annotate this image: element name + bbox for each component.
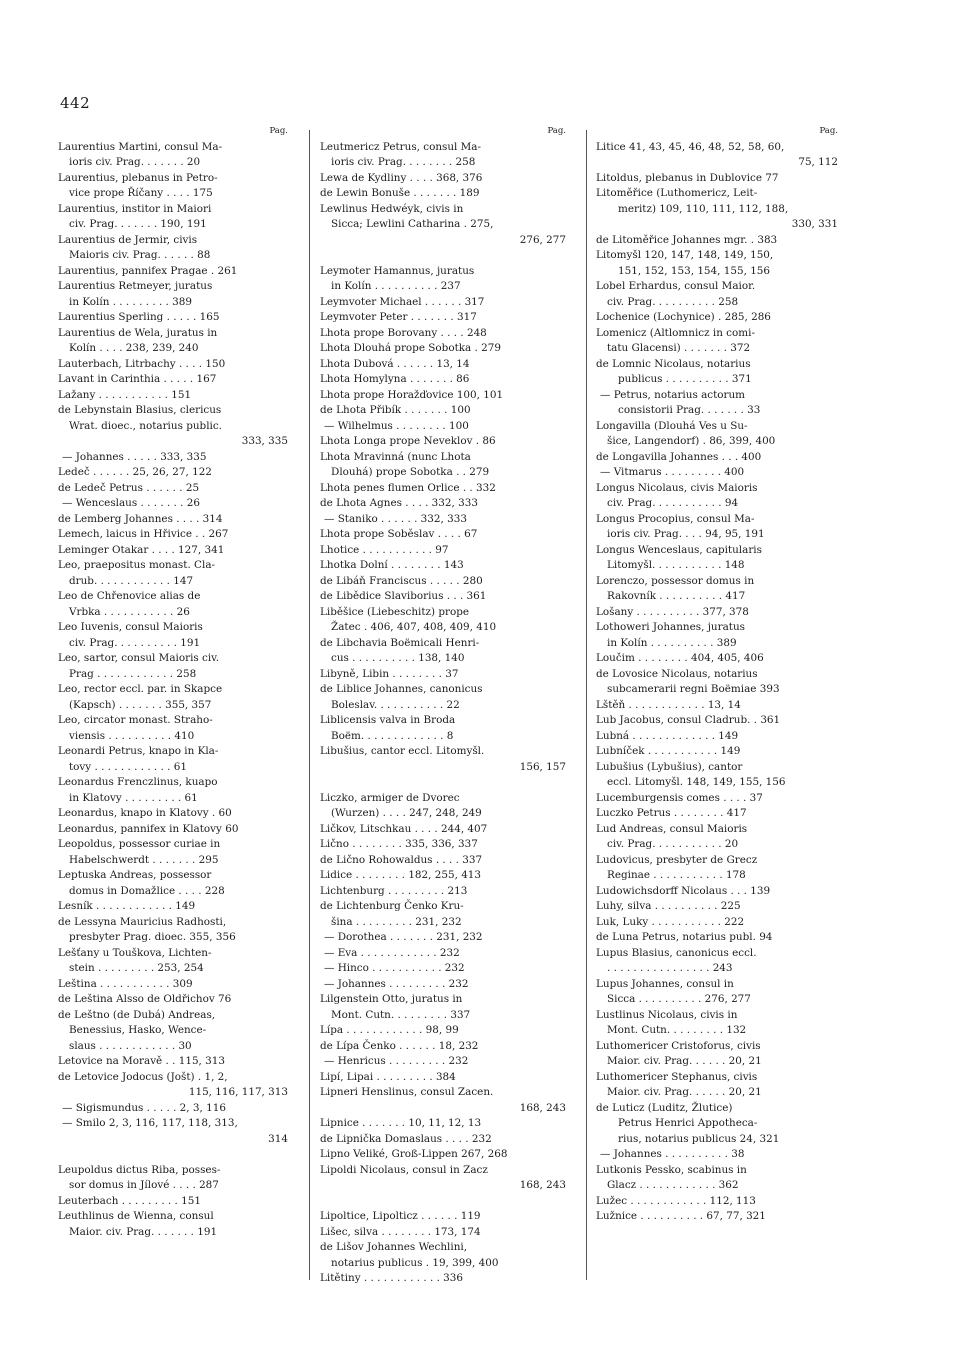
index-entry-line: Maioris civ. Prag. . . . . . 88 bbox=[69, 249, 211, 261]
index-entry-line: Lhota Homylyna . . . . . . . 86 bbox=[320, 373, 470, 385]
index-entry-line: de Lovosice Nicolaus, notarius bbox=[596, 667, 758, 680]
index-entry-line: — Wilhelmus . . . . . . . . 100 bbox=[324, 419, 469, 432]
index-entry-line: de Libědice Slaviborius . . . 361 bbox=[320, 590, 487, 602]
index-entry-line: Loučim . . . . . . . . 404, 405, 406 bbox=[596, 652, 764, 664]
index-entry-line: Litoměřice (Luthomericz, Leit- bbox=[596, 187, 758, 199]
index-entry-line: Letovice na Moravě . . 115, 313 bbox=[58, 1055, 225, 1067]
index-entry-line: Lipnice . . . . . . . 10, 11, 12, 13 bbox=[320, 1117, 482, 1129]
index-entry-line: Lud Andreas, consul Maioris bbox=[596, 822, 748, 835]
index-columns bbox=[58, 124, 840, 1284]
index-entry-line: Maior. civ. Prag. . . . . . 20, 21 bbox=[607, 1086, 762, 1098]
index-entry-line: Wrat. dioec., notarius public. bbox=[69, 419, 222, 432]
index-entry-line: ioris civ. Prag. . . . . . . 20 bbox=[69, 156, 201, 168]
index-entry-line: Leupoldus dictus Riba, posses- bbox=[58, 1163, 221, 1176]
index-entry-line: Lipí, Lipai . . . . . . . . . 384 bbox=[320, 1070, 456, 1083]
index-entry-line: — Wenceslaus . . . . . . . 26 bbox=[62, 497, 200, 509]
index-entry-line: Leminger Otakar . . . . 127, 341 bbox=[58, 543, 225, 556]
index-entry-line: Leonardus, knapo in Klatovy . 60 bbox=[58, 807, 232, 819]
index-entry-line: Lorenczo, possessor domus in bbox=[596, 574, 755, 587]
index-entry-line: — Petrus, notarius actorum bbox=[600, 388, 746, 401]
index-entry-line: Sicca . . . . . . . . . . 276, 277 bbox=[607, 993, 751, 1005]
index-entry-line: Liblicensis valva in Broda bbox=[320, 714, 456, 726]
index-entry-line: de Letovice Jodocus (Jošt) . 1, 2, bbox=[58, 1070, 228, 1083]
index-entry-line: 168, 243 bbox=[519, 1179, 566, 1191]
index-entry-line: de Lewin Bonuše . . . . . . . 189 bbox=[320, 187, 480, 199]
index-entry-line: Litomyšl 120, 147, 148, 149, 150, bbox=[596, 249, 774, 261]
index-entry-line: Litice 41, 43, 45, 46, 48, 52, 58, 60, bbox=[596, 140, 785, 153]
index-entry-line: Lhota Mravinná (nunc Lhota bbox=[320, 450, 471, 463]
index-entry-line: Lužec . . . . . . . . . . . . 112, 113 bbox=[596, 1194, 756, 1207]
index-entry-line: stein . . . . . . . . . 253, 254 bbox=[69, 962, 204, 974]
index-entry-line: Lhota prope Soběslav . . . . 67 bbox=[320, 528, 478, 540]
index-entry-line: Lustlinus Nicolaus, civis in bbox=[596, 1008, 738, 1021]
index-entry-line: Lubná . . . . . . . . . . . . . 149 bbox=[596, 729, 739, 742]
index-entry-line: Žatec . 406, 407, 408, 409, 410 bbox=[331, 621, 497, 633]
index-entry-line bbox=[320, 248, 568, 264]
index-entry-line: viensis . . . . . . . . . . 410 bbox=[69, 729, 195, 742]
index-entry-line: Laurentius Martini, consul Ma- bbox=[58, 140, 223, 153]
index-entry-line: civ. Prag. . . . . . . . . . . 20 bbox=[607, 838, 739, 850]
index-entry-line: civ. Prag. . . . . . . 190, 191 bbox=[69, 218, 207, 230]
index-entry-line: Lub Jacobus, consul Cladrub. . 361 bbox=[596, 714, 781, 726]
index-entry-line: de Luna Petrus, notarius publ. 94 bbox=[596, 931, 773, 943]
index-entry-line: Lichtenburg . . . . . . . . . 213 bbox=[320, 884, 468, 897]
index-entry-line: civ. Prag. . . . . . . . . . 258 bbox=[607, 295, 739, 308]
index-entry-line: Petrus Henrici Appotheca- bbox=[618, 1117, 758, 1129]
index-entry-line: tatu Glacensi) . . . . . . . 372 bbox=[607, 342, 751, 354]
index-entry-line: Leo, rector eccl. par. in Skapce bbox=[58, 683, 223, 695]
index-entry-line: Leo, circator monast. Straho- bbox=[58, 714, 213, 726]
index-entry-line: in Kolín . . . . . . . . . 389 bbox=[69, 295, 192, 308]
index-entry-line: (Wurzen) . . . . 247, 248, 249 bbox=[331, 807, 482, 819]
index-entry-line: Habelschwerdt . . . . . . . 295 bbox=[69, 853, 219, 866]
index-entry-line: Lhotka Dolní . . . . . . . . 143 bbox=[320, 559, 464, 571]
index-entry-line: Lužnice . . . . . . . . . . 67, 77, 321 bbox=[596, 1210, 766, 1222]
page-column-label: Pag. bbox=[269, 126, 288, 136]
index-entry-line bbox=[320, 1194, 568, 1210]
index-entry-line: 276, 277 bbox=[519, 233, 566, 246]
index-entry-line: drub. . . . . . . . . . . . 147 bbox=[69, 574, 194, 587]
index-entry-line: Leopoldus, possessor curiae in bbox=[58, 838, 221, 850]
index-entry-line: notarius publicus . 19, 399, 400 bbox=[331, 1256, 499, 1269]
index-entry-line: Lišec, silva . . . . . . . . 173, 174 bbox=[320, 1225, 481, 1238]
index-column-3 bbox=[596, 124, 840, 1284]
index-entry-line: Lešťany u Touškova, Lichten- bbox=[58, 946, 212, 959]
index-entry-line: de Lhota Agnes . . . . 332, 333 bbox=[320, 497, 478, 509]
index-entry-line: de Lišov Johannes Wechlini, bbox=[320, 1241, 468, 1253]
index-entry-line: in Kolín . . . . . . . . . . 389 bbox=[607, 636, 737, 649]
index-entry-line: šice, Langendorf) . 86, 399, 400 bbox=[607, 435, 776, 447]
index-entry-line: rius, notarius publicus 24, 321 bbox=[618, 1132, 780, 1145]
index-entry-line: Longus Nicolaus, civis Maioris bbox=[596, 481, 758, 494]
index-column-1 bbox=[58, 124, 290, 1284]
index-entry-line: de Leštno (de Dubá) Andreas, bbox=[58, 1008, 216, 1021]
index-entry-line: Leo Iuvenis, consul Maioris bbox=[58, 621, 203, 633]
index-entry-line: Leymoter Hamannus, juratus bbox=[320, 264, 475, 277]
index-entry-line: 156, 157 bbox=[519, 760, 566, 773]
index-entry-line: Laurentius Sperling . . . . . 165 bbox=[58, 311, 220, 323]
page-column-label: Pag. bbox=[819, 126, 838, 136]
index-entry-line: Dlouhá) prope Sobotka . . 279 bbox=[331, 466, 490, 478]
index-entry-line: Rakovník . . . . . . . . . . 417 bbox=[607, 590, 746, 602]
column-divider bbox=[586, 130, 587, 1280]
index-entry-line: Laurentius, institor in Maiori bbox=[58, 202, 212, 215]
index-entry-line: šina . . . . . . . . . 231, 232 bbox=[331, 915, 462, 928]
index-entry-line: Ludowichsdorff Nicolaus . . . 139 bbox=[596, 884, 771, 897]
index-entry-line: Leptuska Andreas, possessor bbox=[58, 869, 212, 881]
index-entry-line: Benessius, Hasko, Wence- bbox=[69, 1024, 207, 1036]
index-entry-line: Lothoweri Johannes, juratus bbox=[596, 621, 745, 633]
index-entry-line: de Lično Rohowaldus . . . . 337 bbox=[320, 853, 483, 866]
index-entry-line: Lhota prope Horažďovice 100, 101 bbox=[320, 388, 504, 401]
index-entry-line: Maior. civ. Prag. . . . . . 20, 21 bbox=[607, 1055, 762, 1067]
index-entry-line: civ. Prag. . . . . . . . . . 191 bbox=[69, 636, 201, 649]
index-entry-line: Luhy, silva . . . . . . . . . . 225 bbox=[596, 900, 741, 912]
index-entry-line: Boleslav. . . . . . . . . . . 22 bbox=[331, 698, 460, 711]
index-column-2 bbox=[320, 124, 568, 1284]
index-entry-line: Longus Wenceslaus, capitularis bbox=[596, 543, 762, 556]
index-entry-line: Lochenice (Lochynice) . 285, 286 bbox=[596, 311, 771, 323]
index-entry-line: — Hinco . . . . . . . . . . . 232 bbox=[324, 962, 465, 974]
index-entry-line: Leuthlinus de Wienna, consul bbox=[58, 1210, 214, 1222]
index-entry-line: Lhotice . . . . . . . . . . . 97 bbox=[320, 543, 449, 556]
index-entry-line: 115, 116, 117, 313 bbox=[188, 1086, 288, 1098]
index-entry-line: Ludovicus, presbyter de Grecz bbox=[596, 853, 758, 866]
index-entry-line: Lipoltice, Lipolticz . . . . . . 119 bbox=[320, 1210, 481, 1222]
index-entry-line: Lipoldi Nicolaus, consul in Zacz bbox=[320, 1163, 488, 1176]
index-entry-line: de Lichtenburg Čenko Kru- bbox=[320, 900, 464, 912]
index-entry-line: — Johannes . . . . . 333, 335 bbox=[62, 450, 207, 463]
index-entry-line: Lemech, laicus in Hřivice . . 267 bbox=[58, 528, 229, 540]
index-entry-line: Lilgenstein Otto, juratus in bbox=[320, 993, 463, 1005]
index-entry-line: Lípa . . . . . . . . . . . . 98, 99 bbox=[320, 1024, 459, 1036]
index-entry-line: vice prope Říčany . . . . 175 bbox=[69, 187, 213, 199]
index-entry-line: Lupus Blasius, canonicus eccl. bbox=[596, 946, 757, 959]
index-entry-line: Lhota Dlouhá prope Sobotka . 279 bbox=[320, 342, 501, 354]
index-entry-line: domus in Domažlice . . . . 228 bbox=[69, 884, 225, 897]
index-entry-line: Laurentius de Wela, juratus in bbox=[58, 326, 218, 339]
index-entry-line: — Smilo 2, 3, 116, 117, 118, 313, bbox=[62, 1117, 238, 1129]
index-entry-line: Leština . . . . . . . . . . . 309 bbox=[58, 977, 193, 990]
index-entry-line: Litoldus, plebanus in Dublovice 77 bbox=[596, 171, 779, 184]
index-entry-line: — Johannes . . . . . . . . . 232 bbox=[324, 977, 469, 990]
index-entry-line: presbyter Prag. dioec. 355, 356 bbox=[69, 931, 236, 943]
index-entry-line: Libušius, cantor eccl. Litomyšl. bbox=[320, 745, 485, 757]
index-entry-line: Glacz . . . . . . . . . . . . 362 bbox=[607, 1179, 739, 1191]
index-entry-line: de Longavilla Johannes . . . 400 bbox=[596, 450, 762, 463]
index-entry-line: Lucemburgensis comes . . . . 37 bbox=[596, 791, 763, 804]
index-entry-line: Lubníček . . . . . . . . . . . 149 bbox=[596, 745, 741, 757]
index-entry-line: Litětiny . . . . . . . . . . . . 336 bbox=[320, 1272, 464, 1284]
index-entry-line: Boëm. . . . . . . . . . . . . 8 bbox=[331, 729, 454, 742]
index-entry-line: Laurentius de Jermir, civis bbox=[58, 233, 198, 246]
index-entry-line: 75, 112 bbox=[798, 156, 838, 168]
index-entry-line: Leuterbach . . . . . . . . . 151 bbox=[58, 1194, 201, 1207]
index-entry-line: Lauterbach, Litrbachy . . . . 150 bbox=[58, 357, 226, 370]
index-entry-line: cus . . . . . . . . . . 138, 140 bbox=[331, 652, 465, 664]
index-entry-line: Lhota penes flumen Orlice . . 332 bbox=[320, 481, 496, 494]
index-entry-line: Lutkonis Pessko, scabinus in bbox=[596, 1163, 747, 1176]
index-entry-line: — Staniko . . . . . . 332, 333 bbox=[324, 512, 467, 525]
index-entry-line: Ledeč . . . . . . 25, 26, 27, 122 bbox=[58, 466, 212, 478]
index-entry-line: de Lomnic Nicolaus, notarius bbox=[596, 357, 751, 370]
index-entry-line: . . . . . . . . . . . . . . . . 243 bbox=[607, 962, 733, 974]
index-entry-line: — Henricus . . . . . . . . . 232 bbox=[324, 1055, 469, 1067]
index-entry-line: publicus . . . . . . . . . . 371 bbox=[618, 373, 752, 385]
index-entry-line: de Liblice Johannes, canonicus bbox=[320, 683, 483, 695]
index-entry-line: Liczko, armiger de Dvorec bbox=[320, 791, 460, 804]
index-entry-line: sor domus in Jílové . . . . 287 bbox=[69, 1179, 219, 1191]
index-entry-line: Laurentius Retmeyer, juratus bbox=[58, 280, 213, 292]
index-entry-line: subcamerarii regni Boëmiae 393 bbox=[607, 683, 780, 695]
index-entry-line: Lhota Longa prope Neveklov . 86 bbox=[320, 435, 496, 447]
index-entry-line: Lidice . . . . . . . . 182, 255, 413 bbox=[320, 869, 482, 881]
index-entry-line: Sicca; Lewlini Catharina . 275, bbox=[331, 218, 494, 230]
index-entry-line: de Libáň Franciscus . . . . . 280 bbox=[320, 574, 483, 587]
index-entry-line: Laurentius, plebanus in Petro- bbox=[58, 171, 218, 184]
index-entry-line: Lesník . . . . . . . . . . . . 149 bbox=[58, 900, 196, 912]
index-entry-line: 314 bbox=[268, 1132, 288, 1145]
index-entry-line: Libyně, Libin . . . . . . . . 37 bbox=[320, 667, 459, 680]
index-entry-line: civ. Prag. . . . . . . . . . . 94 bbox=[607, 497, 739, 509]
index-entry-line: de Luticz (Luditz, Žlutice) bbox=[596, 1101, 733, 1114]
index-entry-line: Leonardus, pannifex in Klatovy 60 bbox=[58, 822, 239, 835]
index-entry-line: Lično . . . . . . . . 335, 336, 337 bbox=[320, 838, 478, 850]
index-entry-line: de Lhota Přibík . . . . . . . 100 bbox=[320, 404, 471, 416]
index-entry-line: Longavilla (Dlouhá Ves u Su- bbox=[596, 419, 748, 432]
index-entry-line: de Lessyna Mauricius Radhosti, bbox=[58, 915, 227, 928]
index-entry-line: 330, 331 bbox=[791, 218, 838, 230]
index-entry-line: Lomenicz (Altlomnicz in comi- bbox=[596, 326, 755, 339]
index-entry-line: Mont. Cutn. . . . . . . . . 337 bbox=[331, 1008, 471, 1021]
index-entry-line: Leymvoter Peter . . . . . . . 317 bbox=[320, 311, 477, 323]
index-entry-line: de Lípa Čenko . . . . . . 18, 232 bbox=[320, 1039, 479, 1052]
index-entry-line: Lubušius (Lybušius), cantor bbox=[596, 760, 743, 773]
index-entry-line: ioris civ. Prag. . . . . . . . 258 bbox=[331, 156, 476, 168]
index-entry-line: Lupus Johannes, consul in bbox=[596, 977, 734, 990]
index-entry-line: Lavant in Carinthia . . . . . 167 bbox=[58, 373, 217, 385]
index-entry-line: Liběšice (Liebeschitz) prope bbox=[320, 605, 470, 618]
index-entry-line: Lobel Erhardus, consul Maior. bbox=[596, 280, 756, 292]
index-entry-line: Vrbka . . . . . . . . . . . 26 bbox=[69, 605, 190, 618]
index-entry-line: de Lemberg Johannes . . . . 314 bbox=[58, 512, 223, 525]
index-entry-line: Luthomericer Cristoforus, civis bbox=[596, 1039, 761, 1052]
index-entry-line: — Eva . . . . . . . . . . . . 232 bbox=[324, 946, 460, 959]
index-entry-line: Mont. Cutn. . . . . . . . . 132 bbox=[607, 1024, 747, 1036]
index-entry-line: Luthomericer Stephanus, civis bbox=[596, 1070, 758, 1083]
index-entry-line: Leo, praepositus monast. Cla- bbox=[58, 559, 216, 571]
index-entry-line: — Sigismundus . . . . . 2, 3, 116 bbox=[62, 1101, 226, 1114]
index-entry-line: Laurentius, pannifex Pragae . 261 bbox=[58, 264, 238, 277]
column-divider bbox=[309, 130, 310, 1280]
index-entry-line: Maior. civ. Prag. . . . . . . 191 bbox=[69, 1225, 218, 1238]
index-entry-line: Ličkov, Litschkau . . . . 244, 407 bbox=[320, 822, 488, 835]
index-entry-line: meritz) 109, 110, 111, 112, 188, bbox=[618, 202, 789, 215]
page-number: 442 bbox=[60, 94, 91, 112]
index-entry-line: Prag . . . . . . . . . . . . 258 bbox=[69, 667, 197, 680]
index-entry-line: Lhota prope Borovany . . . . 248 bbox=[320, 326, 487, 339]
index-entry-line: Luk, Luky . . . . . . . . . . . 222 bbox=[596, 915, 745, 928]
index-entry-line: Luczko Petrus . . . . . . . . 417 bbox=[596, 807, 747, 819]
index-entry-line: — Dorothea . . . . . . . 231, 232 bbox=[324, 931, 483, 943]
index-entry-line: de Litoměřice Johannes mgr. . 383 bbox=[596, 233, 778, 246]
index-entry-line: 168, 243 bbox=[519, 1101, 566, 1114]
page-column-label: Pag. bbox=[547, 126, 566, 136]
index-entry-line: de Lebynstain Blasius, clericus bbox=[58, 404, 222, 416]
index-entry-line: Leo de Chřenovice alias de bbox=[58, 590, 201, 602]
index-entry-line: Lipno Veliké, Groß-Lippen 267, 268 bbox=[320, 1148, 508, 1160]
index-entry-line: ioris civ. Prag. . . . 94, 95, 191 bbox=[607, 528, 765, 540]
index-entry-line: Leutmericz Petrus, consul Ma- bbox=[320, 140, 482, 153]
index-entry-line: Lažany . . . . . . . . . . . 151 bbox=[58, 388, 192, 401]
index-entry-line bbox=[58, 1147, 290, 1163]
index-entry-line: de Ledeč Petrus . . . . . . 25 bbox=[58, 481, 200, 494]
index-entry-line: in Klatovy . . . . . . . . . 61 bbox=[69, 791, 198, 804]
index-entry-line: Longus Procopius, consul Ma- bbox=[596, 512, 755, 525]
index-entry-line: Kolín . . . . 238, 239, 240 bbox=[69, 342, 199, 354]
index-entry-line: Leonardus Frenczlinus, kuapo bbox=[58, 776, 218, 788]
index-entry-line: consistorii Prag. . . . . . . 33 bbox=[618, 404, 761, 416]
index-entry-line: Lewlinus Hedwéyk, civis in bbox=[320, 202, 464, 215]
index-entry-line: Leymvoter Michael . . . . . . 317 bbox=[320, 295, 485, 308]
index-entry-line: Lhota Dubová . . . . . . 13, 14 bbox=[320, 357, 470, 370]
index-entry-line: in Kolín . . . . . . . . . . 237 bbox=[331, 280, 461, 292]
index-entry-line: 151, 152, 153, 154, 155, 156 bbox=[618, 264, 771, 277]
index-entry-line: de Lipnička Domaslaus . . . . 232 bbox=[320, 1132, 492, 1145]
index-entry-line: Lewa de Kydliny . . . . 368, 376 bbox=[320, 171, 483, 184]
index-entry-line: Reginae . . . . . . . . . . . 178 bbox=[607, 869, 746, 881]
index-entry-line: de Leština Alsso de Oldřichov 76 bbox=[58, 993, 232, 1005]
index-entry-line: tovy . . . . . . . . . . . . 61 bbox=[69, 760, 187, 773]
index-entry-line: — Johannes . . . . . . . . . . 38 bbox=[600, 1148, 745, 1160]
index-entry-line: Leo, sartor, consul Maioris civ. bbox=[58, 652, 220, 664]
index-entry-line: Litomyšl. . . . . . . . . . . 148 bbox=[607, 559, 745, 571]
index-entry-line: de Libchavia Boëmicali Henri- bbox=[320, 636, 480, 649]
index-entry-line: (Kapsch) . . . . . . . 355, 357 bbox=[69, 698, 212, 711]
index-entry-line: Lošany . . . . . . . . . . 377, 378 bbox=[596, 605, 749, 618]
index-entry-line: — Vitmarus . . . . . . . . . 400 bbox=[600, 466, 745, 478]
index-entry-line: Lipneri Henslinus, consul Zacen. bbox=[320, 1086, 494, 1098]
index-entry-line: eccl. Litomyšl. 148, 149, 155, 156 bbox=[607, 776, 786, 788]
index-entry-line: 333, 335 bbox=[241, 435, 288, 447]
index-entry-line bbox=[320, 775, 568, 791]
index-entry-line: slaus . . . . . . . . . . . . 30 bbox=[69, 1039, 192, 1052]
index-entry-line: Leonardi Petrus, knapo in Kla- bbox=[58, 745, 219, 757]
index-entry-line: Lštěň . . . . . . . . . . . . 13, 14 bbox=[596, 698, 741, 711]
